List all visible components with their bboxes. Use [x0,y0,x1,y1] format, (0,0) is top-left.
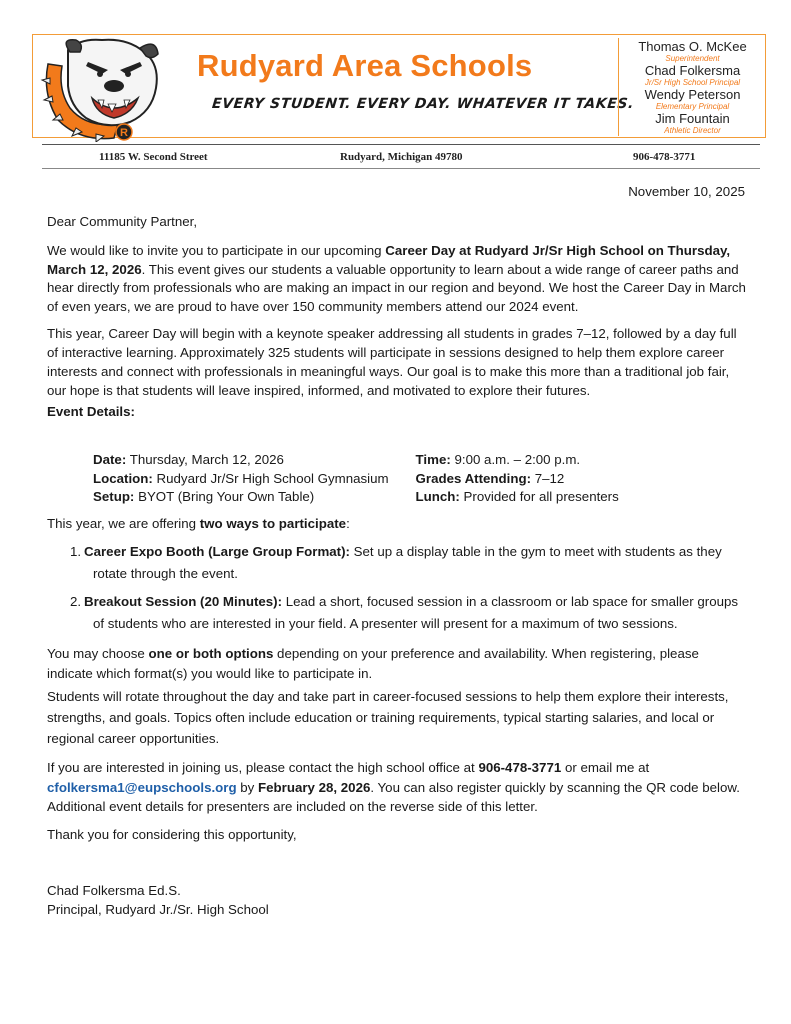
list-number: 1. [70,544,82,559]
paragraph-options [47,644,747,684]
letter-date: November 10, 2025 [628,184,745,199]
option-title: Breakout Session (20 Minutes): [84,594,283,609]
participation-intro [47,515,747,534]
options-highlight: one or both options [148,646,274,661]
email-link[interactable]: cfolkersma1@eupschools.org [47,779,237,795]
salutation: Dear Community Partner, [47,214,198,229]
text-run: depending on your preference and availability. When registering, please indicate which format(s) you would like to participate in. [47,646,699,681]
staff-title: Jr/Sr High School Principal [644,78,741,87]
option-title: Career Expo Booth (Large Group Format): [84,544,350,559]
closing-line: Thank you for considering this opportunity, [47,827,297,842]
address-divider-top [42,144,760,145]
list-item-breakout-session [70,591,750,635]
street-address: 11185 W. Second Street [99,151,208,163]
signer-title: Principal, Rudyard Jr./Sr. High School [47,902,269,917]
detail-location [93,470,416,489]
address-divider-bottom [42,168,760,169]
staff-entry [619,40,766,63]
detail-time [416,451,653,470]
text-run: We would like to invite you to participate in our upcoming [47,243,386,258]
details-row [93,451,653,470]
school-motto: EVERY STUDENT. EVERY DAY. WHATEVER IT TAKES. [211,96,635,112]
staff-title: Elementary Principal [655,102,730,111]
option-text-continued: rotate through the event. [93,566,238,581]
staff-directory [618,38,766,136]
logo-tag-letter: R [120,127,128,139]
detail-grades [416,470,653,489]
detail-label: Setup: [93,489,135,504]
option-text: Set up a display table in the gym to meet with students as they [349,544,722,559]
details-heading-text: Event Details: [47,404,135,419]
detail-label: Date: [93,452,127,467]
detail-value: BYOT (Bring Your Own Table) [134,489,315,504]
text-run: This year, we are offering [47,516,200,531]
details-row [93,470,653,489]
text-run: If you are interested in joining us, please contact the high school office at [47,760,479,775]
school-name: Rudyard Area Schools [197,48,533,83]
detail-date [93,451,416,470]
text-run: by [236,779,259,795]
registration-deadline: February 28, 2026 [258,779,371,795]
detail-value: Rudyard Jr/Sr High School Gymnasium [152,470,389,486]
detail-label: Lunch: [415,489,460,504]
staff-title: Athletic Director [664,126,721,135]
detail-value: Thursday, March 12, 2026 [126,452,284,467]
details-heading [47,403,747,422]
bulldog-mascot-icon [40,34,172,142]
paragraph-sessions: Students will rotate throughout the day and take part in career-focused sessions to help them explore their interests, strengths, and goals. Topics often include education or training requirements, typical starting salaries, and local or regional career opportunities. [47,689,729,746]
staff-name: Thomas O. McKee [638,39,747,54]
phone-number: 906-478-3771 [633,151,696,163]
detail-label: Time: [415,452,451,467]
staff-name: Jim Fountain [655,111,730,126]
list-number: 2. [70,594,82,609]
city-address: Rudyard, Michigan 49780 [340,151,463,163]
paragraph-invitation [47,242,747,316]
staff-name: Chad Folkersma [644,63,741,78]
text-run: : [346,516,350,531]
text-run: or email me at [561,760,650,775]
paragraph-overview: This year, Career Day will begin with a keynote speaker addressing all students in grades 7–12, followed by a day full of interactive learning. Approximately 325 students will participate in sessions designed to help them explore career interests and connect with professionals in meaningful ways. Our goal is to make this more than a traditional job fair, our hope is that students will leave inspired, informed, and motivated to explore their futures. [47,326,737,398]
staff-name: Wendy Peterson [644,87,741,102]
contact-phone: 906-478-3771 [478,760,562,775]
detail-value: 9:00 a.m. – 2:00 p.m. [450,452,581,467]
detail-setup [93,488,416,507]
detail-label: Grades Attending: [415,470,532,486]
option-text: Lead a short, focused session in a classroom or lab space for smaller groups [282,594,739,609]
signer-name: Chad Folkersma Ed.S. [47,883,181,898]
staff-title: Superintendent [665,54,720,63]
detail-lunch [416,488,653,507]
staff-entry [619,64,766,87]
participation-highlight: two ways to participate [199,516,347,531]
option-text-continued: of students who are interested in your field. A presenter will present for a maximum of two sessions. [93,616,678,631]
text-run: You may choose [47,646,149,661]
list-item-expo-booth [70,541,750,585]
staff-entry [619,112,766,135]
detail-value: Provided for all presenters [459,489,619,504]
event-details [93,451,653,507]
text-run: . This event gives our students a valuable opportunity to learn about a wide range of career paths and hear directly from professionals who are making an impact in our region and beyond. We host the Career Day in March of even years, we are proud to have over 150 community members attend our 2024 event. [47,261,746,314]
detail-value: 7–12 [531,470,565,486]
staff-entry [619,88,766,111]
details-row [93,488,653,507]
event-highlight: Career Day at Rudyard Jr/Sr High School on Thursday, March 12, 2026 [47,243,731,277]
text-run: . You can also register quickly by scanning the QR code below. Additional event details for presenters are included on the reverse side of this letter. [47,779,740,814]
paragraph-contact [47,758,747,817]
detail-label: Location: [93,470,153,486]
